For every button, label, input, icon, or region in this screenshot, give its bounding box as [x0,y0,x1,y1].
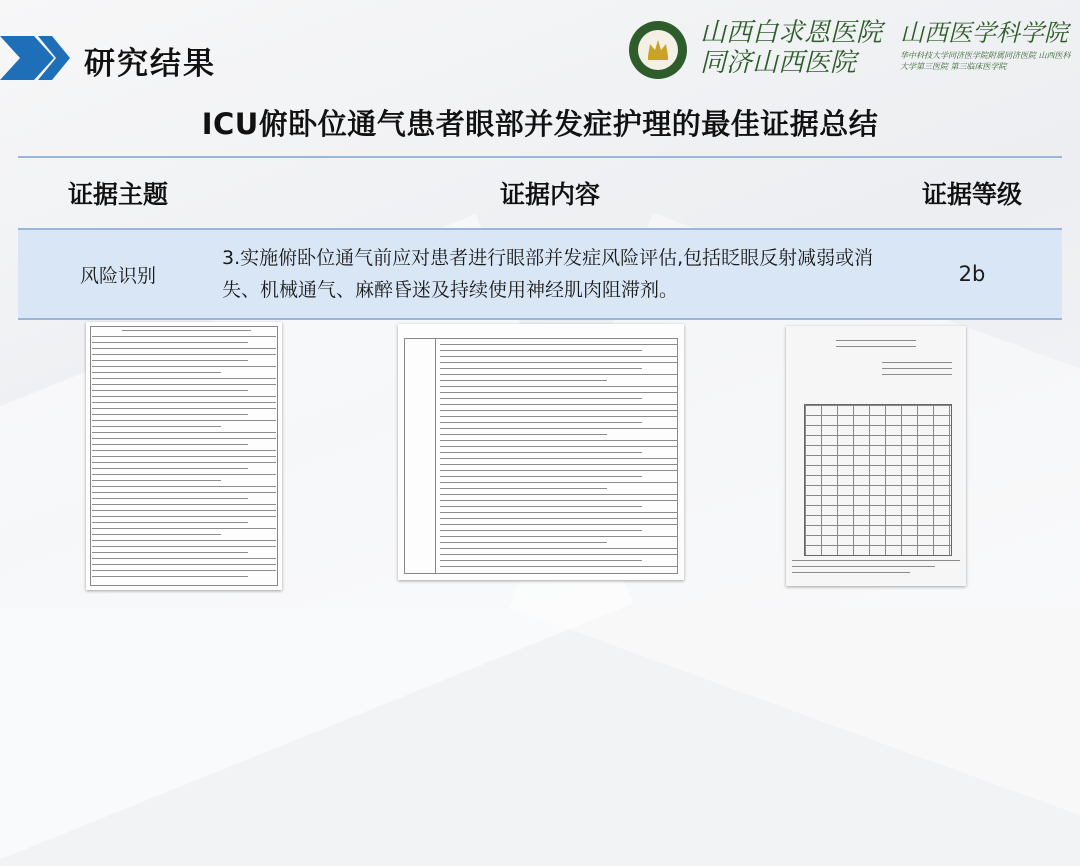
document-photo-2 [398,324,684,580]
section-chevron-icon [0,36,70,80]
document-border [90,326,278,586]
section-title: 研究结果 [84,46,216,82]
document-grid-table [804,404,952,556]
table-row [18,230,1062,320]
header-content: 证据内容 [499,180,600,209]
cell-level: 2b [958,262,986,286]
table-header [18,156,1062,230]
hospital-logo-icon [628,20,688,80]
hospital-name: 山西白求恩医院 同济山西医院 [700,18,883,78]
cell-content: 3.实施俯卧位通气前应对患者进行眼部并发症风险评估,包括眨眼反射减弱或消失、机械通气、麻醉昏迷及持续使用神经肌肉阻滞剂。 [222,247,874,301]
header-level: 证据等级 [921,180,1022,209]
header-topic: 证据主题 [67,180,168,209]
evidence-table [18,156,1062,320]
college-subtitle: 华中科技大学同济医学院附属同济医院 山西医科大学第三医院 第三临床医学院 [900,51,1071,71]
document-photo-1 [86,322,282,590]
document-footer-lines [792,560,960,578]
document-heading-lines [836,340,916,352]
college-name [900,18,1072,72]
cell-topic: 风险识别 [79,264,156,287]
document-info-lines [882,362,952,380]
slide-title: ICU俯卧位通气患者眼部并发症护理的最佳证据总结 [201,107,879,141]
college-main-name: 山西医学科学院 [900,19,1068,47]
document-column [404,338,436,574]
document-text-lines [440,344,678,572]
document-photo-3 [786,326,966,586]
